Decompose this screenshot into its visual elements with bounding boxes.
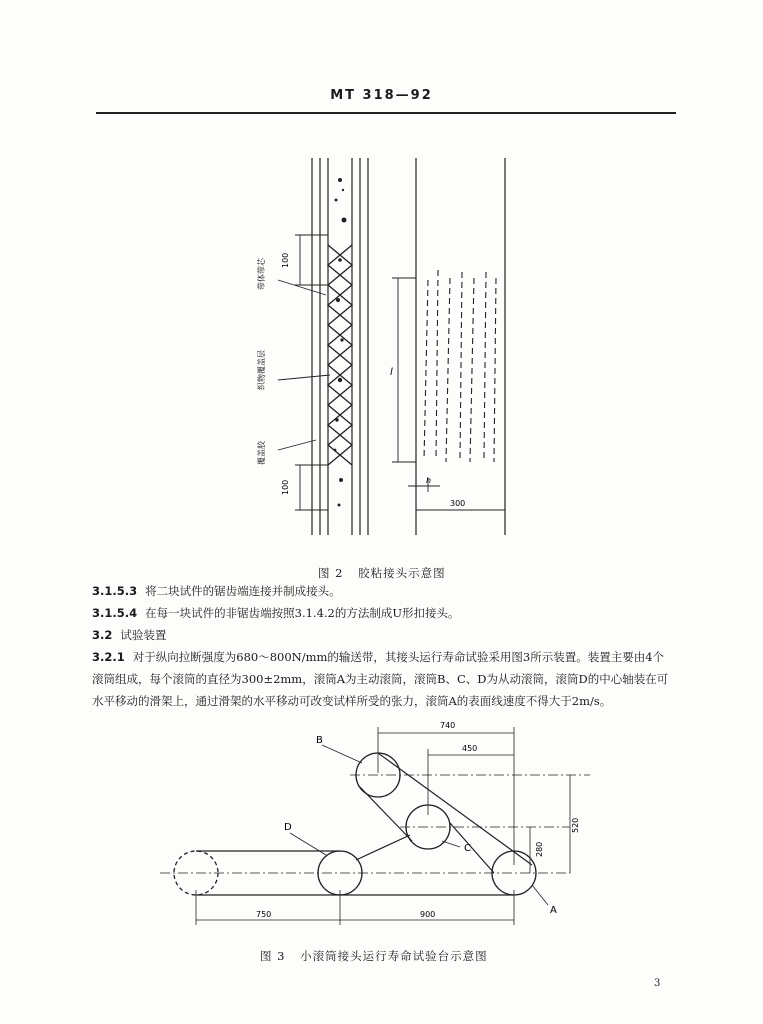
section-3-2: 3.2 试验装置 — [92, 628, 167, 642]
belt — [196, 753, 532, 895]
label-fabric-layer: 织物覆盖层 — [257, 350, 266, 390]
left-dimension-lines — [278, 235, 330, 510]
figure-2-caption-title: 胶粘接头示意图 — [358, 566, 446, 580]
dim-280: 280 — [535, 841, 544, 857]
dim-l: l — [390, 367, 393, 378]
dim-740: 740 — [440, 721, 456, 730]
figure-2-diagram — [240, 150, 520, 550]
figure-3-caption-label: 图 3 — [260, 949, 286, 963]
section-3-1-5-3: 3.1.5.3 将二块试件的锯齿端连接并制成接头。 — [92, 584, 341, 598]
dim-300: 300 — [450, 499, 466, 508]
right-specimen — [392, 158, 505, 535]
figure-3-caption-title: 小滚筒接头运行寿命试验台示意图 — [300, 949, 488, 963]
label-a: A — [550, 905, 557, 916]
label-b: B — [316, 735, 323, 746]
header-rule — [96, 112, 676, 114]
dim-100-bottom: 100 — [281, 479, 290, 495]
label-cover-rubber: 覆盖胶 — [257, 441, 266, 465]
page-number: 3 — [654, 978, 661, 989]
dim-750: 750 — [256, 910, 272, 919]
dim-450: 450 — [462, 744, 478, 753]
dim-520: 520 — [571, 817, 580, 833]
label-cover-core: 带体带芯 — [257, 258, 266, 290]
dim-900: 900 — [420, 910, 436, 919]
dim-100-top: 100 — [281, 252, 290, 268]
figure-2-caption — [318, 565, 446, 581]
section-3-1-5-4: 3.1.5.4 在每一块试件的非锯齿端按照3.1.4.2的方法制成U形扣接头。 — [92, 606, 460, 620]
dim-h: h — [426, 476, 432, 485]
left-specimen-dots — [334, 178, 347, 507]
section-3-2-1: 3.2.1 对于纵向拉断强度为680～800N/mm的输送带，其接头运行寿命试验采用图3所示装置。装置主要由4个滚筒组成，每个滚筒的直径为300±2mm，滚筒A为主动滚筒，滚筒B、C、D为从动滚筒，滚筒D的中心轴装在可水平移动的滑架上，通过滑架的水平移动可改变试样所受的张力，滚筒A的表面线速度不得大于2m/s。 — [92, 650, 669, 708]
figure-2-caption-label: 图 2 — [318, 566, 344, 580]
standard-code-header: MT 318—92 — [330, 88, 433, 103]
center-lines — [160, 775, 590, 873]
figure-3-caption — [260, 948, 488, 964]
label-c: C — [464, 843, 471, 854]
body-text — [92, 580, 672, 712]
figure-3-diagram — [150, 715, 590, 945]
label-d: D — [284, 822, 292, 833]
